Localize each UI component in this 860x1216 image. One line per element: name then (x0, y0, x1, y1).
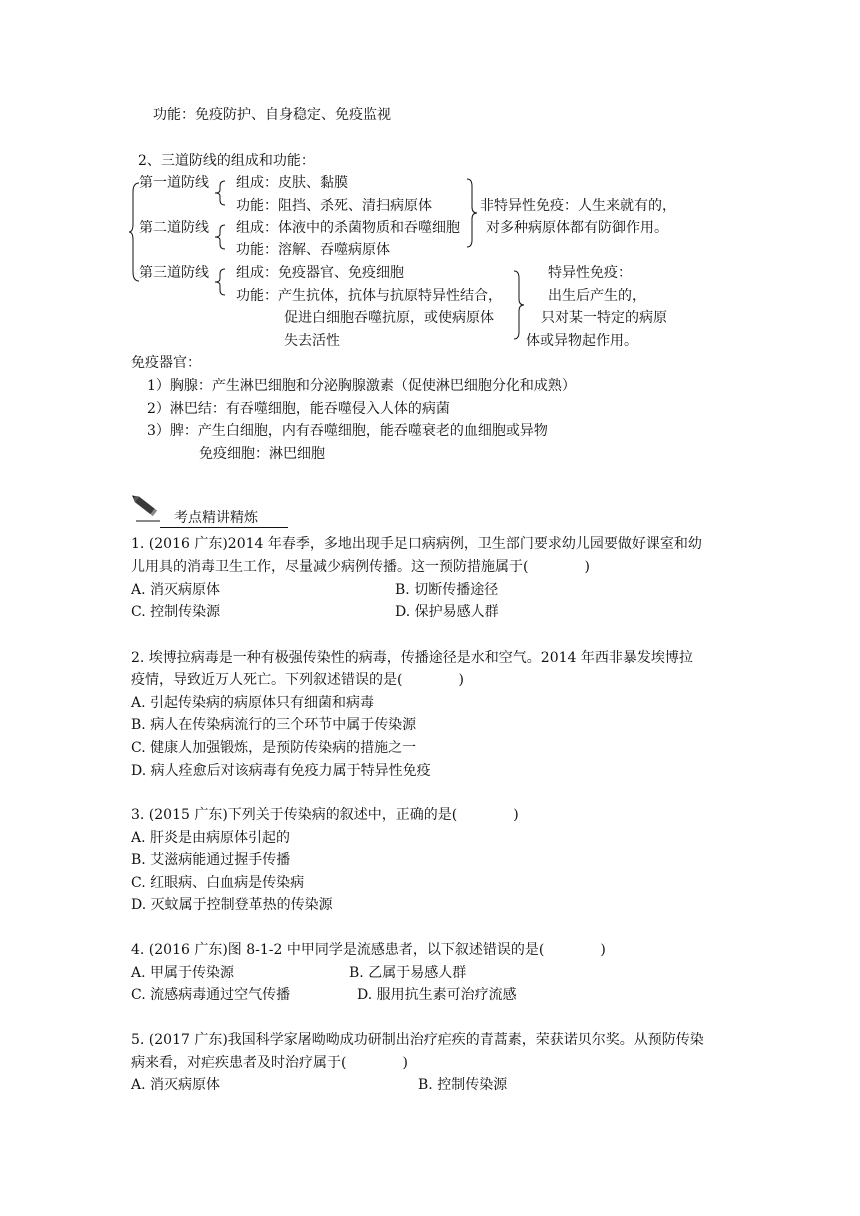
q3-stem-1: 3. (2015 广东)下列关于传染病的叙述中，正确的是( ) (131, 807, 519, 823)
q3-option-d: D. 灭蚊属于控制登革热的传染源 (131, 897, 333, 913)
q2-option-d: D. 病人痊愈后对该病毒有免疫力属于特异性免疫 (131, 763, 431, 779)
q5-option-a: A. 消灭病原体 (131, 1077, 221, 1093)
q1-option-b: B. 切断传播途径 (395, 582, 499, 598)
line2-composition: 组成：体液中的杀菌物质和吞噬细胞 (236, 220, 460, 236)
line3-brace (214, 268, 226, 296)
q3-option-c: C. 红眼病、白血病是传染病 (131, 875, 305, 891)
q5-option-b: B. 控制传染源 (418, 1077, 508, 1093)
section2-title: 2、三道防线的组成和功能： (138, 153, 315, 169)
q4-option-a: A. 甲属于传染源 (131, 965, 235, 981)
section-header-title: 考点精讲精炼 (174, 510, 258, 526)
q1-stem-1: 1. (2016 广东)2014 年春季，多地出现手足口病病例，卫生部门要求幼儿园要做好课室和幼 (131, 536, 702, 552)
q2-option-c: C. 健康人加强锻炼，是预防传染病的措施之一 (131, 740, 417, 756)
q5-stem-1: 5. (2017 广东)我国科学家屠呦呦成功研制出治疗疟疾的青蒿素，荣获诺贝尔奖。从预防传染 (131, 1032, 704, 1048)
section-header-underline (160, 527, 288, 528)
line3-function-1: 功能：产生抗体，抗体与抗原特异性结合， (236, 288, 502, 304)
q5-stem-2: 病来看，对疟疾患者及时治疗属于( ) (131, 1055, 408, 1071)
function-line: 功能：免疫防护、自身稳定、免疫监视 (153, 107, 391, 123)
organ-item-2: 2）淋巴结：有吞噬细胞，能吞噬侵入人体的病菌 (147, 401, 450, 417)
q2-option-a: A. 引起传染病的病原体只有细菌和病毒 (131, 695, 375, 711)
specific-text-3: 只对某一特定的病原 (541, 310, 667, 326)
line2-name: 第二道防线 (139, 220, 209, 236)
line3-function-3: 失去活性 (284, 333, 340, 349)
specific-text-2: 出生后产生的， (548, 288, 646, 304)
pencil-icon (130, 492, 162, 522)
line1-name: 第一道防线 (139, 175, 209, 191)
q1-option-d: D. 保护易感人群 (395, 604, 499, 620)
q2-stem-2: 疫情，导致近万人死亡。下列叙述错误的是( ) (131, 672, 464, 688)
q2-option-b: B. 病人在传染病流行的三个环节中属于传染源 (131, 717, 417, 733)
q4-option-b: B. 乙属于易感人群 (349, 965, 467, 981)
q4-option-d: D. 服用抗生素可治疗流感 (357, 987, 517, 1003)
organ-item-3: 3）脾：产生白细胞，内有吞噬细胞，能吞噬衰老的血细胞或异物 (147, 423, 548, 439)
q2-stem-1: 2. 埃博拉病毒是一种有极强传染性的病毒，传播途径是水和空气。2014 年西非暴发埃博拉 (131, 650, 693, 666)
line3-function-2: 促进白细胞吞噬抗原，或使病原体 (284, 310, 494, 326)
nonspecific-brace (466, 178, 478, 248)
specific-brace (513, 270, 525, 340)
q3-option-a: A. 肝炎是由病原体引起的 (131, 830, 291, 846)
line1-brace (214, 180, 226, 206)
nonspecific-text-1: 非特异性免疫：人生来就有的， (480, 198, 676, 214)
line3-composition: 组成：免疫器官、免疫细胞 (236, 265, 404, 281)
q1-option-a: A. 消灭病原体 (131, 582, 221, 598)
immune-cells: 免疫细胞：淋巴细胞 (199, 446, 325, 462)
line2-brace (214, 224, 226, 250)
q1-option-c: C. 控制传染源 (131, 604, 221, 620)
line3-name: 第三道防线 (139, 265, 209, 281)
specific-text-1: 特异性免疫： (548, 265, 632, 281)
nonspecific-text-2: 对多种病原体都有防御作用。 (486, 220, 668, 236)
q3-option-b: B. 艾滋病能通过握手传播 (131, 852, 291, 868)
organs-title: 免疫器官： (131, 355, 201, 371)
q4-option-c: C. 流感病毒通过空气传播 (131, 987, 291, 1003)
line1-function: 功能：阻挡、杀死、清扫病原体 (236, 198, 432, 214)
organ-item-1: 1）胸腺：产生淋巴细胞和分泌胸腺激素（促使淋巴细胞分化和成熟） (147, 378, 576, 394)
specific-text-4: 体或异物起作用。 (526, 333, 638, 349)
line1-composition: 组成：皮肤、黏膜 (236, 175, 348, 191)
q4-stem-1: 4. (2016 广东)图 8-1-2 中甲同学是流感患者，以下叙述错误的是( ) (131, 942, 606, 958)
line2-function: 功能：溶解、吞噬病原体 (236, 242, 390, 258)
q1-stem-2: 儿用具的消毒卫生工作，尽量减少病例传播。这一预防措施属于( ) (131, 559, 590, 575)
